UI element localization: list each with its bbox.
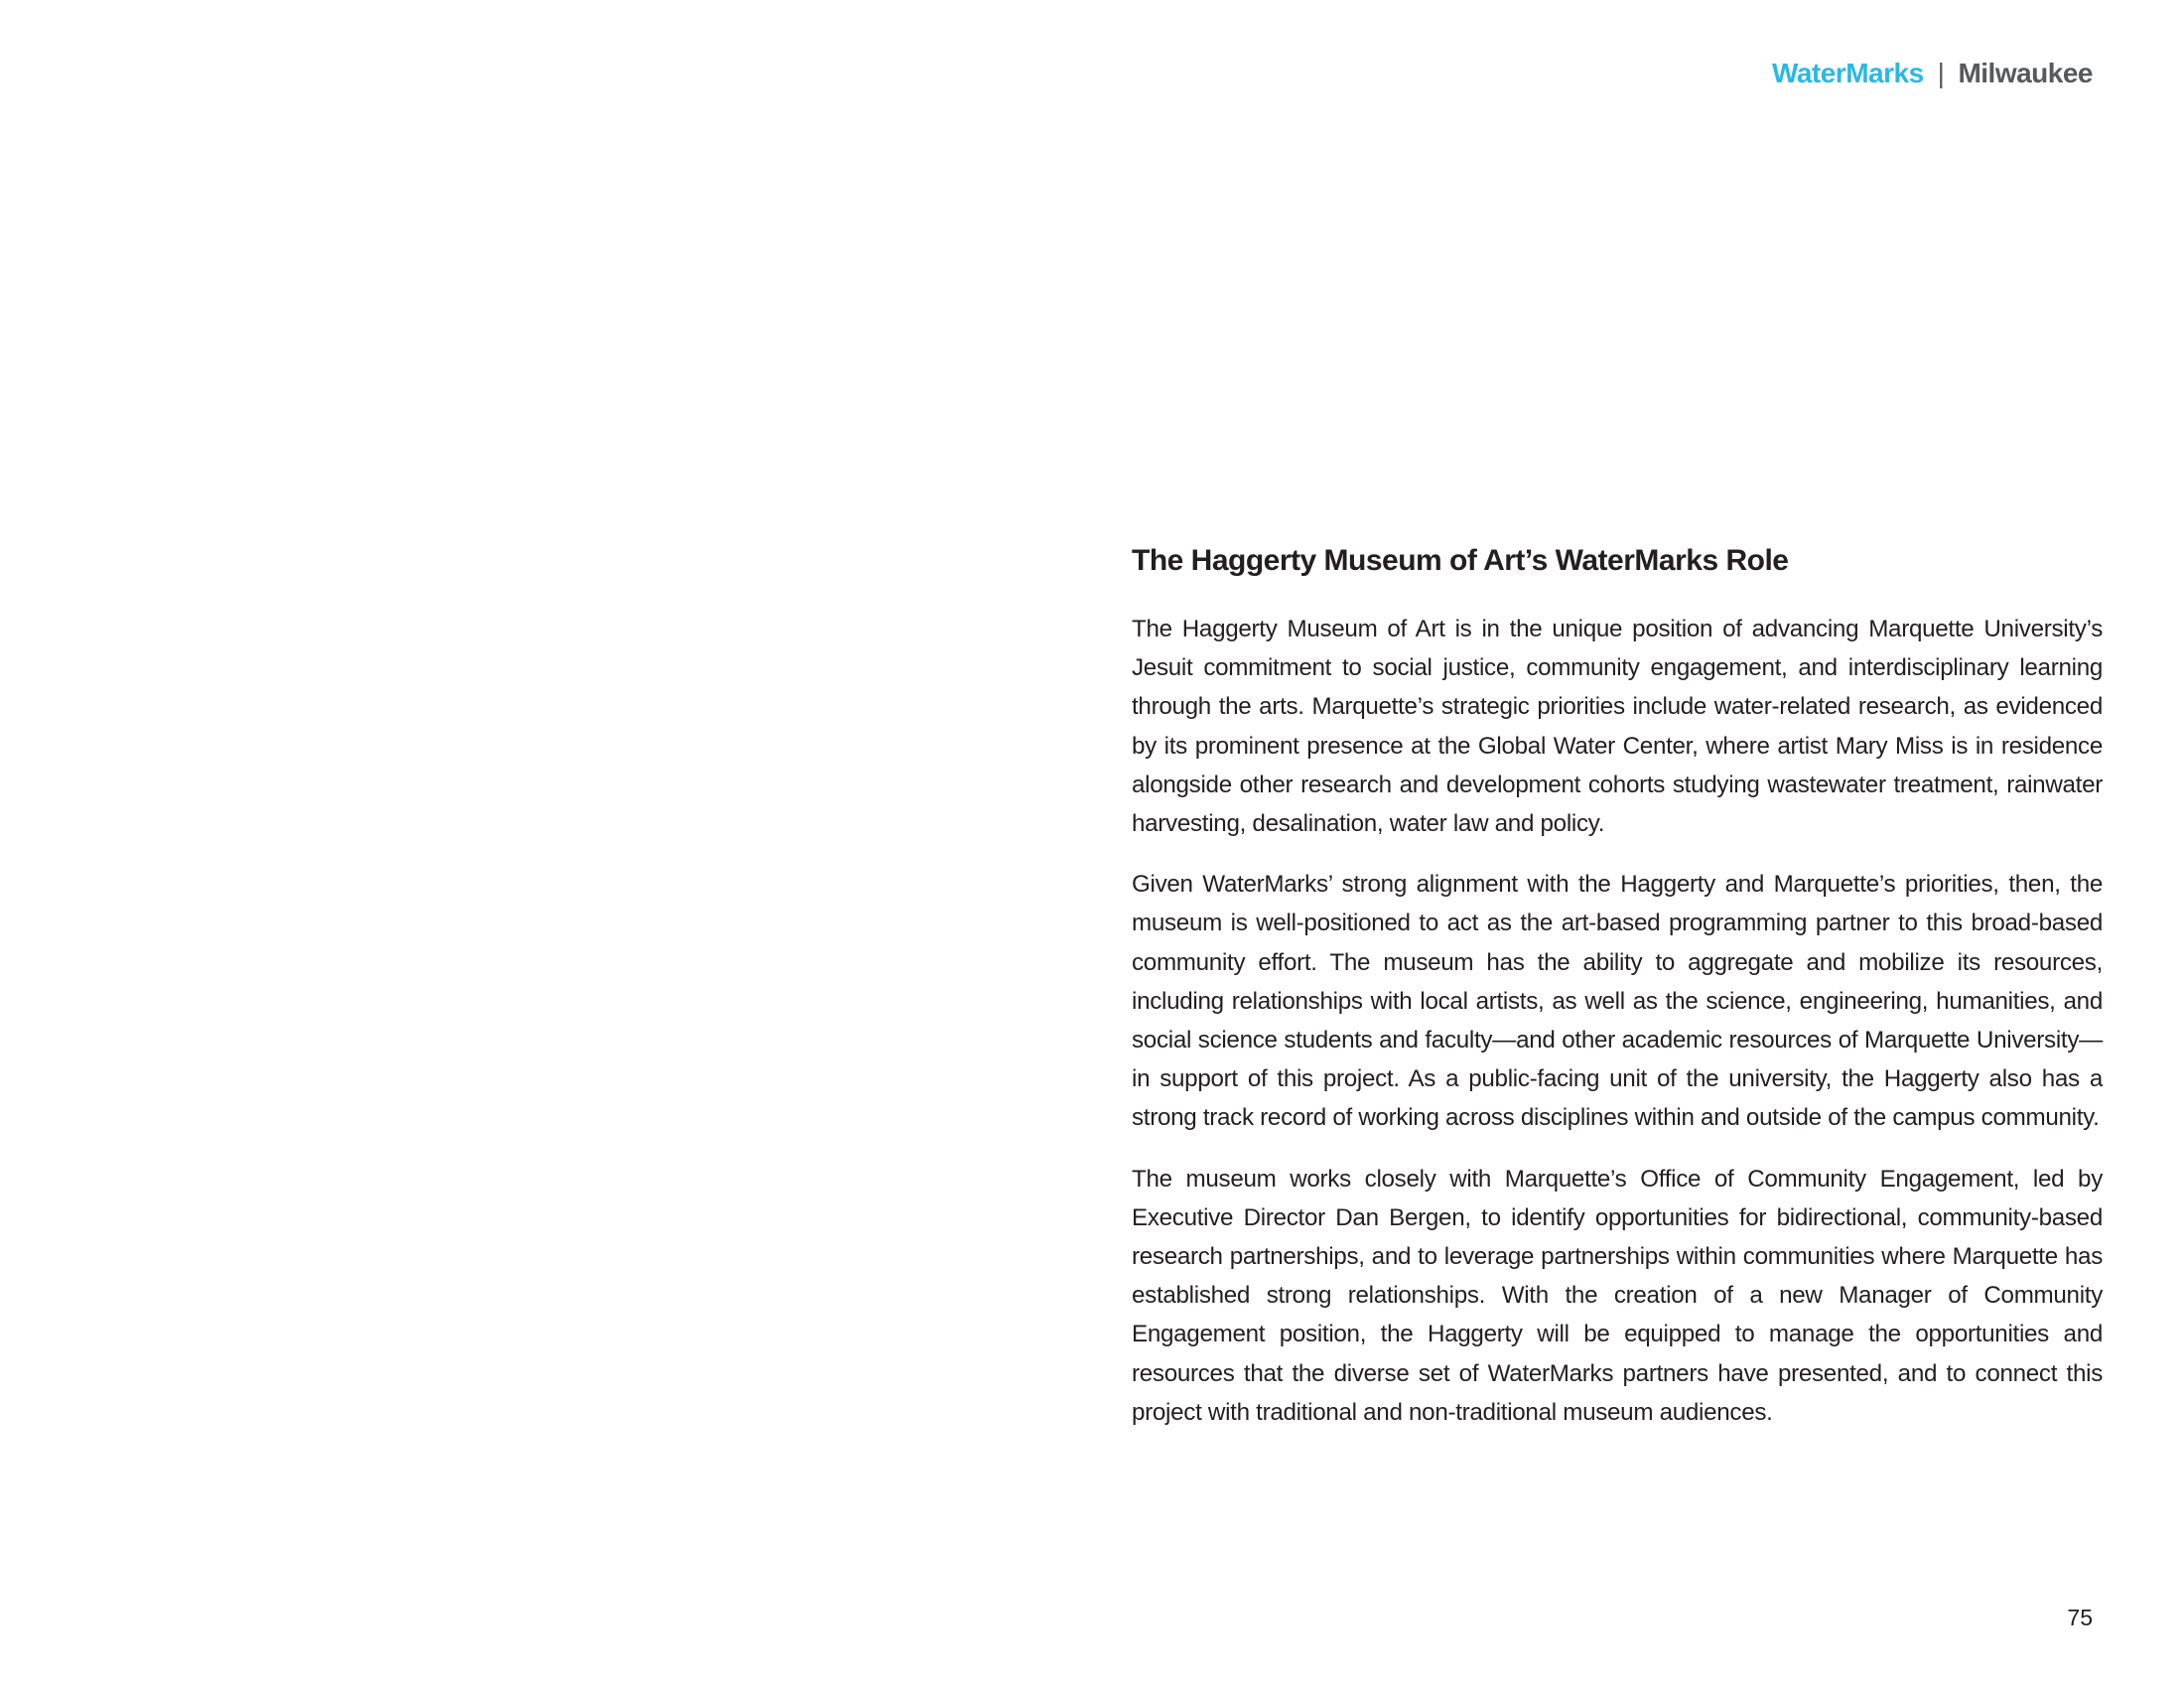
section-heading: The Haggerty Museum of Art’s WaterMarks Role (1132, 544, 1789, 577)
body-paragraph: The museum works closely with Marquette’s Office of Community Engagement, led by Executive Director Dan Bergen, to identify opportunities for bidirectional, community-based research partnerships, and to leverage partnerships within communities where Marquette has established strong relationships. With the creation of a new Manager of Community Engagement position, the Haggerty will be equipped to manage the opportunities and resources that the diverse set of WaterMarks partners have presented, and to connect this project with traditional and non-traditional museum audiences. (1132, 1165, 2103, 1426)
header-brand: WaterMarks (1771, 58, 1924, 88)
page-number: 75 (2067, 1605, 2093, 1630)
main-content (1132, 544, 2103, 1454)
header-separator: | (1937, 58, 1945, 88)
running-header (1772, 58, 2093, 89)
body-paragraph: The Haggerty Museum of Art is in the unique position of advancing Marquette University’s Jesuit commitment to social justice, community engagement, and interdisciplinary learning through the arts. Marquette’s strategic priorities include water-related research, as evidenced by its prominent presence at the Global Water Center, where artist Mary Miss is in residence alongside other research and development cohorts studying wastewater treatment, rainwater harvesting, desalination, water law and policy. (1132, 616, 2103, 838)
header-city: Milwaukee (1958, 58, 2093, 88)
body-paragraph: Given WaterMarks’ strong alignment with the Haggerty and Marquette’s priorities, then, the museum is well-positioned to act as the art-based programming partner to this broad-based community effort. The museum has the ability to aggregate and mobilize its resources, including relationships with local artists, as well as the science, engineering, humanities, and social science students and faculty—and other academic resources of Marquette University—in support of this project. As a public-facing unit of the university, the Haggerty also has a strong track record of working across disciplines within and outside of the campus community. (1132, 871, 2103, 1132)
